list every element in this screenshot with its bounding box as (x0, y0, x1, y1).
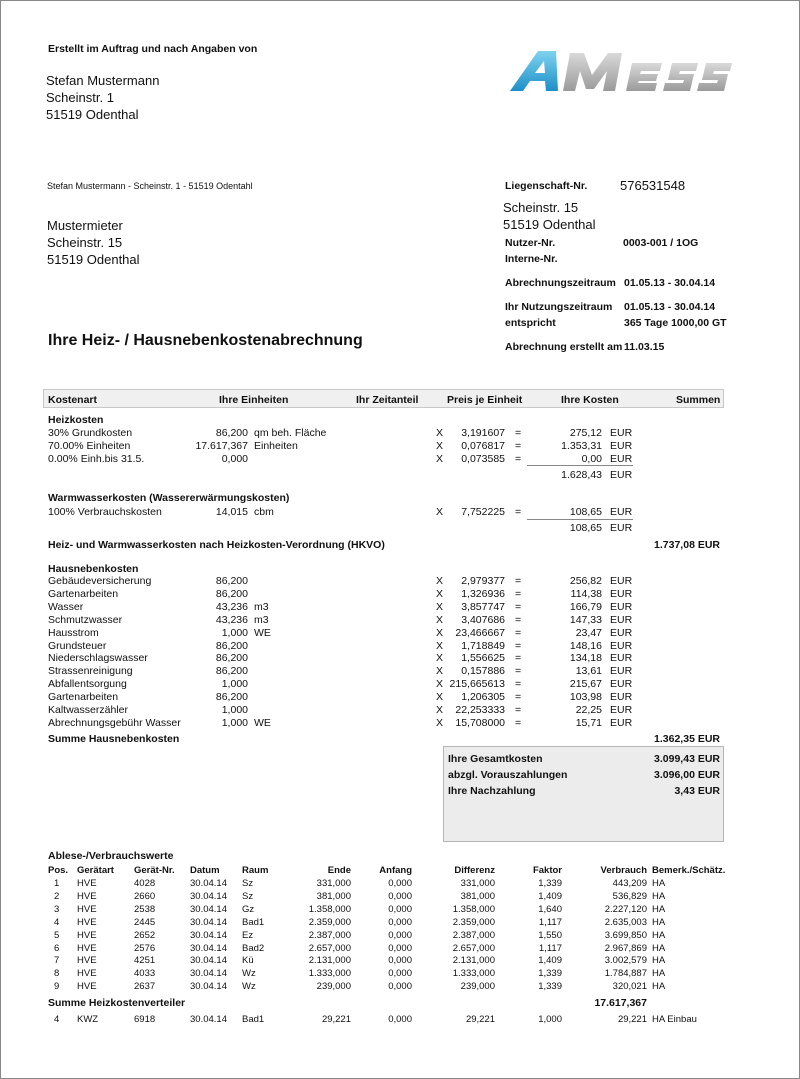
readings-cell: 1,117 (538, 916, 562, 928)
readings-cell: Kü (242, 955, 254, 967)
page-title: Ihre Heiz- / Hausnebenkostenabrechnung (48, 332, 363, 349)
readings-cell: Wz (242, 981, 256, 993)
cost-price: 2,979377 (461, 575, 505, 587)
readings-cell: 0,000 (388, 981, 412, 993)
readings-cell: 30.04.14 (190, 916, 227, 928)
readings-cell: 0,000 (388, 1014, 412, 1025)
return-address: Stefan Mustermann - Scheinstr. 1 - 51519 Odentahl (47, 181, 253, 191)
readings-cell: 2445 (134, 916, 156, 928)
property-label: Liegenschaft-Nr. (505, 180, 588, 192)
property-city: 51519 Odenthal (503, 217, 596, 232)
readings-cell: 2.657,000 (452, 942, 495, 954)
usage-equivalent-value: 365 Tage 1000,00 GT (624, 317, 727, 329)
equals-sign: = (515, 575, 522, 587)
readings-cell: 381,000 (460, 890, 495, 902)
multiply-sign: X (436, 453, 444, 465)
cost-amount: 215,67 (569, 678, 602, 691)
equals-sign: = (515, 600, 522, 613)
readings-cell: 2.131,000 (452, 955, 495, 967)
cost-units: 86,200 (215, 575, 248, 587)
readings-cell: 6918 (134, 1014, 156, 1025)
readings-cell: 1,409 (538, 955, 562, 967)
readings-cell: 2660 (134, 890, 156, 902)
readings-cell: HA (652, 942, 666, 954)
equals-sign: = (515, 665, 522, 678)
readings-cell: 2.131,000 (308, 955, 351, 967)
readings-cell: 4 (54, 916, 60, 928)
multiply-sign: X (436, 704, 444, 716)
equals-sign: = (515, 587, 522, 600)
cost-amount: 0,00 (581, 453, 602, 465)
multiply-sign: X (436, 665, 444, 678)
multiply-sign: X (436, 575, 444, 587)
readings-cell: 0,000 (388, 955, 412, 967)
readings-cell: HVE (77, 955, 97, 967)
cost-unit: m3 (254, 600, 269, 613)
cost-unit: Einheiten (254, 440, 298, 452)
cost-units: 86,200 (215, 639, 248, 652)
cost-price: 0,076817 (461, 440, 505, 452)
heizkosten-subtotal-currency: EUR (610, 469, 633, 481)
sender-name: Stefan Mustermann (46, 73, 160, 88)
readings-cell: 1 (54, 878, 60, 889)
cost-unit: WE (254, 626, 271, 639)
cost-name: 30% Grundkosten (48, 427, 133, 439)
sender-street: Scheinstr. 1 (46, 90, 114, 105)
readings-cell: 4028 (134, 878, 156, 889)
readings-cell: 30.04.14 (190, 942, 227, 954)
readings-cell: 331,000 (460, 878, 495, 889)
cost-units: 86,200 (215, 427, 248, 439)
readings-cell: 1,339 (538, 878, 562, 889)
warmwasser-subtotal: 108,65 (569, 522, 602, 534)
subtotal-line (527, 519, 633, 520)
cost-name: Hausstrom (48, 626, 99, 639)
readings-cell: 2.359,000 (452, 916, 495, 928)
readings-cell: HVE (77, 968, 97, 980)
readings-cell: 443,209 (612, 878, 647, 889)
cost-price: 215,665613 (449, 678, 505, 691)
cost-amount: 103,98 (569, 691, 602, 704)
cost-currency: EUR (610, 652, 633, 665)
total-label: Ihre Gesamtkosten (448, 753, 543, 765)
property-value: 576531548 (620, 178, 686, 193)
readings-cell: 1.358,000 (452, 903, 495, 915)
cost-currency: EUR (610, 639, 633, 652)
readings-cell: 4251 (134, 955, 156, 967)
period-value: 01.05.13 - 30.04.14 (624, 277, 716, 289)
property-street: Scheinstr. 15 (503, 200, 579, 215)
section-heizkosten: Heizkosten (48, 414, 104, 426)
section-warmwasser: Warmwasserkosten (Wassererwärmungskosten) (48, 492, 290, 504)
readings-cell: 2637 (134, 981, 156, 993)
cost-price: 3,857747 (461, 600, 505, 613)
due-label: Ihre Nachzahlung (448, 785, 536, 797)
cost-name: Gartenarbeiten (48, 587, 119, 600)
readings-cell: HA (652, 955, 666, 967)
readings-cell: 2 (54, 890, 60, 902)
readings-column-header: Pos. (48, 865, 69, 876)
readings-cell: 30.04.14 (190, 955, 227, 967)
cost-name: 100% Verbrauchskosten (48, 506, 162, 518)
readings-cell: HVE (77, 916, 97, 928)
cost-amount: 275,12 (569, 427, 602, 439)
readings-cell: Bad1 (242, 916, 265, 928)
cost-currency: EUR (610, 691, 633, 704)
cost-amount: 23,47 (575, 626, 602, 639)
cost-price: 3,191607 (461, 427, 505, 439)
cost-unit: WE (254, 716, 271, 729)
cost-name: 70.00% Einheiten (48, 440, 131, 452)
cost-amount: 13,61 (575, 665, 602, 678)
multiply-sign: X (436, 626, 444, 639)
cost-unit: cbm (254, 506, 274, 518)
readings-cell: 0,000 (388, 890, 412, 902)
readings-cell: 0,000 (388, 942, 412, 954)
readings-cell: 1.333,000 (308, 968, 351, 980)
readings-cell: 381,000 (316, 890, 351, 902)
multiply-sign: X (436, 678, 444, 691)
readings-cell: HA (652, 903, 666, 915)
cost-price: 3,407686 (461, 613, 505, 626)
cost-units: 0,000 (221, 453, 248, 465)
cost-price: 1,206305 (461, 691, 505, 704)
col-summen: Summen (676, 394, 721, 406)
readings-cell: 2.227,120 (604, 903, 647, 915)
equals-sign: = (515, 678, 522, 691)
equals-sign: = (515, 427, 522, 439)
readings-cell: HVE (77, 903, 97, 915)
recipient-name: Mustermieter (47, 218, 123, 233)
multiply-sign: X (436, 716, 444, 729)
readings-cell: 30.04.14 (190, 929, 227, 941)
readings-cell: 1,409 (538, 890, 562, 902)
readings-cell: 320,021 (612, 981, 647, 993)
readings-cell: 0,000 (388, 916, 412, 928)
cost-currency: EUR (610, 665, 633, 678)
readings-column-header: Verbrauch (600, 865, 647, 876)
cost-units: 86,200 (215, 652, 248, 665)
readings-cell: 0,000 (388, 878, 412, 889)
cost-currency: EUR (610, 587, 633, 600)
equals-sign: = (515, 652, 522, 665)
readings-cell: 29,221 (465, 1014, 495, 1025)
readings-cell: 536,829 (612, 890, 647, 902)
cost-price: 22,253333 (455, 704, 505, 716)
readings-cell: HA (652, 878, 666, 889)
due-value: 3,43 EUR (674, 785, 720, 797)
cost-amount: 15,71 (575, 716, 602, 729)
readings-cell: Ez (242, 929, 254, 941)
cost-currency: EUR (610, 440, 633, 452)
hkvo-value: 1.737,08 EUR (654, 539, 720, 551)
usage-value: 01.05.13 - 30.04.14 (624, 301, 716, 313)
warmwasser-subtotal-currency: EUR (610, 522, 633, 534)
readings-cell: 30.04.14 (190, 968, 227, 980)
cost-unit: qm beh. Fläche (254, 427, 327, 439)
readings-cell: 29,221 (617, 1014, 647, 1025)
cost-currency: EUR (610, 613, 633, 626)
readings-cell: Bad2 (242, 942, 265, 954)
recipient-street: Scheinstr. 15 (47, 235, 123, 250)
readings-cell: HA (652, 968, 666, 980)
cost-name: Niederschlagswasser (48, 652, 148, 665)
equals-sign: = (515, 626, 522, 639)
multiply-sign: X (436, 639, 444, 652)
equals-sign: = (515, 453, 522, 465)
readings-cell: HA (652, 916, 666, 928)
readings-cell: HVE (77, 942, 97, 954)
multiply-sign: X (436, 600, 444, 613)
cost-units: 43,236 (215, 613, 248, 626)
cost-currency: EUR (610, 678, 633, 691)
multiply-sign: X (436, 587, 444, 600)
readings-cell: 2576 (134, 942, 156, 954)
readings-cell: HVE (77, 890, 97, 902)
user-value: 0003-001 / 1OG (623, 237, 699, 249)
cost-price: 1,556625 (461, 652, 505, 665)
cost-name: Abfallentsorgung (48, 678, 127, 691)
hausnebenkosten-sum-value: 1.362,35 EUR (654, 733, 720, 745)
cost-price: 7,752225 (461, 506, 505, 518)
readings-cell: 3 (54, 903, 60, 915)
readings-cell: 239,000 (460, 981, 495, 993)
internal-label: Interne-Nr. (505, 253, 558, 265)
cost-amount: 108,65 (569, 506, 602, 518)
equals-sign: = (515, 506, 522, 518)
readings-cell: 2.657,000 (308, 942, 351, 954)
readings-cell: 2652 (134, 929, 156, 941)
readings-column-header: Bemerk./Schätz. (652, 865, 726, 876)
cost-price: 15,708000 (455, 716, 505, 729)
period-label: Abrechnungszeitraum (505, 277, 616, 289)
cost-currency: EUR (610, 506, 633, 518)
cost-name: Wasser (48, 600, 84, 613)
readings-cell: 30.04.14 (190, 1014, 227, 1025)
readings-column-header: Differenz (454, 865, 495, 876)
readings-cell: Sz (242, 890, 254, 902)
recipient-city: 51519 Odenthal (47, 252, 140, 267)
cost-name: Gartenarbeiten (48, 691, 119, 704)
readings-column-header: Gerät-Nr. (134, 865, 175, 876)
readings-cell: HA (652, 890, 666, 902)
readings-cell: 7 (54, 955, 60, 967)
readings-cell: 30.04.14 (190, 981, 227, 993)
readings-cell: HVE (77, 929, 97, 941)
readings-cell: 2.387,000 (308, 929, 351, 941)
cost-price: 23,466667 (455, 626, 505, 639)
cost-amount: 148,16 (569, 639, 602, 652)
readings-cell: Gz (242, 903, 255, 915)
multiply-sign: X (436, 613, 444, 626)
prepay-label: abzgl. Vorauszahlungen (448, 769, 568, 781)
readings-cell: 1.358,000 (308, 903, 351, 915)
usage-label: Ihr Nutzungszeitraum (505, 301, 613, 313)
multiply-sign: X (436, 427, 444, 439)
readings-cell: 1,000 (538, 1014, 562, 1025)
cost-name: Gebäudeversicherung (48, 575, 152, 587)
cost-currency: EUR (610, 600, 633, 613)
readings-cell: 29,221 (321, 1014, 351, 1025)
readings-cell: Sz (242, 878, 254, 889)
cost-price: 0,073585 (461, 453, 505, 465)
readings-column-header: Gerätart (77, 865, 114, 876)
readings-cell: Wz (242, 968, 256, 980)
readings-cell: 30.04.14 (190, 878, 227, 889)
cost-currency: EUR (610, 626, 633, 639)
sender-city: 51519 Odenthal (46, 107, 139, 122)
hausnebenkosten-sum-label: Summe Hausnebenkosten (48, 733, 180, 745)
readings-column-header: Ende (327, 865, 351, 876)
readings-cell: 2538 (134, 903, 156, 915)
cost-currency: EUR (610, 575, 633, 587)
section-hausnebenkosten: Hausnebenkosten (48, 563, 139, 575)
readings-cell: 6 (54, 942, 60, 954)
readings-cell: HA (652, 929, 666, 941)
readings-column-header: Anfang (379, 865, 412, 876)
readings-title: Ablese-/Verbrauchswerte (48, 850, 174, 862)
readings-cell: 4 (54, 1014, 60, 1025)
readings-column-header: Datum (190, 865, 220, 876)
readings-cell: 2.387,000 (452, 929, 495, 941)
readings-cell: 2.359,000 (308, 916, 351, 928)
cost-name: Grundsteuer (48, 639, 107, 652)
cost-units: 86,200 (215, 587, 248, 600)
multiply-sign: X (436, 440, 444, 452)
cost-currency: EUR (610, 427, 633, 439)
col-kostenart: Kostenart (48, 394, 98, 406)
commission-note: Erstellt im Auftrag und nach Angaben von (48, 43, 258, 55)
equals-sign: = (515, 716, 522, 729)
cost-price: 1,326936 (461, 587, 505, 600)
readings-cell: 1,550 (538, 929, 562, 941)
multiply-sign: X (436, 652, 444, 665)
cost-amount: 22,25 (575, 704, 602, 716)
cost-units: 1,000 (221, 626, 248, 639)
readings-cell: 9 (54, 981, 60, 993)
multiply-sign: X (436, 691, 444, 704)
cost-name: Kaltwasserzähler (48, 704, 128, 716)
cost-amount: 114,38 (570, 587, 602, 600)
equals-sign: = (515, 704, 522, 716)
readings-cell: HVE (77, 878, 97, 889)
equals-sign: = (515, 440, 522, 452)
col-kosten: Ihre Kosten (561, 394, 619, 406)
cost-unit: m3 (254, 613, 269, 626)
equals-sign: = (515, 639, 522, 652)
cost-price: 0,157886 (461, 665, 505, 678)
cost-name: Schmutzwasser (48, 613, 123, 626)
readings-cell: 3.002,579 (604, 955, 647, 967)
cost-currency: EUR (610, 453, 633, 465)
equals-sign: = (515, 613, 522, 626)
readings-cell: 1,339 (538, 981, 562, 993)
readings-cell: 1.784,887 (604, 968, 647, 980)
prepay-value: 3.096,00 EUR (654, 769, 720, 781)
subtotal-line (527, 465, 633, 466)
cost-units: 14,015 (215, 506, 248, 518)
readings-column-header: Faktor (532, 865, 562, 876)
cost-name: 0.00% Einh.bis 31.5. (48, 453, 145, 465)
col-preis: Preis je Einheit (447, 394, 523, 406)
readings-cell: Bad1 (242, 1014, 265, 1025)
cost-amount: 1.353,31 (561, 440, 602, 452)
amess-logo (508, 45, 733, 100)
readings-cell: 0,000 (388, 903, 412, 915)
cost-units: 1,000 (221, 678, 248, 691)
readings-cell: 0,000 (388, 968, 412, 980)
cost-price: 1,718849 (461, 639, 505, 652)
cost-units: 86,200 (215, 691, 248, 704)
readings-cell: 8 (54, 968, 60, 980)
readings-column-header: Raum (242, 865, 269, 876)
cost-units: 1,000 (221, 716, 248, 729)
readings-cell: 331,000 (316, 878, 351, 889)
cost-amount: 256,82 (569, 575, 602, 587)
user-label: Nutzer-Nr. (505, 237, 556, 249)
readings-cell: 1,117 (538, 942, 562, 954)
cost-amount: 147,33 (569, 613, 602, 626)
cost-amount: 166,79 (569, 600, 602, 613)
hkvo-label: Heiz- und Warmwasserkosten nach Heizkosten-Verordnung (HKVO) (48, 539, 385, 551)
readings-cell: 2.967,869 (604, 942, 647, 954)
col-einheiten: Ihre Einheiten (219, 394, 289, 406)
cost-name: Strassenreinigung (48, 665, 133, 678)
readings-cell: 4033 (134, 968, 156, 980)
cost-amount: 134,18 (569, 652, 602, 665)
equals-sign: = (515, 691, 522, 704)
cost-currency: EUR (610, 704, 633, 716)
readings-cell: 5 (54, 929, 60, 941)
readings-cell: KWZ (77, 1014, 99, 1025)
multiply-sign: X (436, 506, 444, 518)
usage-equivalent-label: entspricht (505, 317, 556, 329)
readings-cell: 239,000 (316, 981, 351, 993)
created-label: Abrechnung erstellt am (505, 341, 623, 353)
readings-cell: 30.04.14 (190, 890, 227, 902)
readings-cell: 3.699,850 (604, 929, 647, 941)
created-value: 11.03.15 (624, 341, 665, 353)
heizkosten-subtotal: 1.628,43 (561, 469, 602, 481)
cost-currency: EUR (610, 716, 633, 729)
cost-units: 17.617,367 (195, 440, 248, 452)
readings-cell: 0,000 (388, 929, 412, 941)
col-zeitanteil: Ihr Zeitanteil (356, 394, 419, 406)
readings-cell: 30.04.14 (190, 903, 227, 915)
total-value: 3.099,43 EUR (654, 753, 720, 765)
readings-cell: HA Einbau (652, 1014, 697, 1025)
readings-sum-label: Summe Heizkostenverteiler (48, 997, 186, 1009)
cost-units: 1,000 (221, 704, 248, 716)
readings-cell: 2.635,003 (604, 916, 647, 928)
readings-cell: 1.333,000 (452, 968, 495, 980)
readings-cell: 1,640 (538, 903, 562, 915)
cost-name: Abrechnungsgebühr Wasser (48, 716, 181, 729)
readings-cell: 1,339 (538, 968, 562, 980)
readings-sum-value: 17.617,367 (594, 997, 647, 1009)
readings-cell: HA (652, 981, 666, 993)
cost-units: 86,200 (215, 665, 248, 678)
readings-cell: HVE (77, 981, 97, 993)
cost-units: 43,236 (215, 600, 248, 613)
